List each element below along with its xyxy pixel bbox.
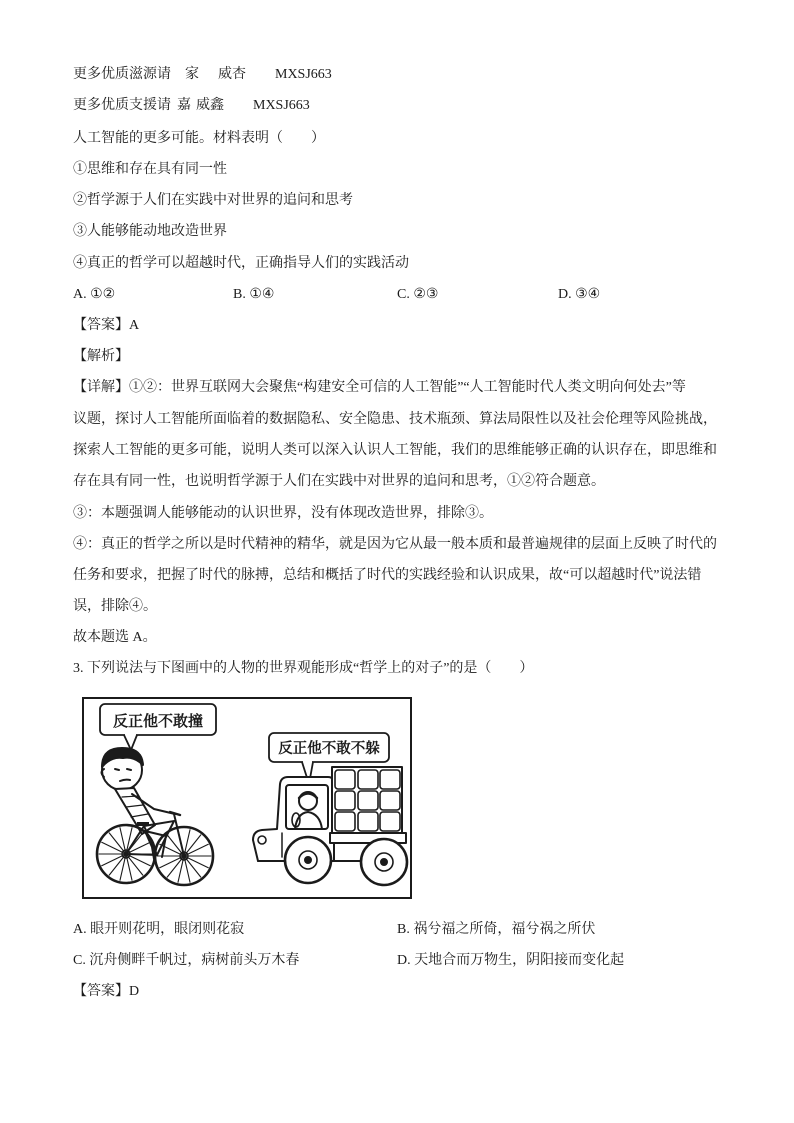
watermark-text: 家 xyxy=(185,67,199,82)
q3-option-d: D. 天地合而万物生，阴阳接而变化起 xyxy=(397,953,625,968)
q2-detail-line-2: 议题，探讨人工智能所面临着的数据隐私、安全隐患、技术瓶颈、算法局限性以及社会伦理等风险挑战， xyxy=(73,412,717,427)
q2-point-4-line-1: ④：真正的哲学之所以是时代精神的精华，就是因为它从最一般本质和最普遍规律的层面上反映了时代的 xyxy=(73,537,717,552)
q2-statement-2: ②哲学源于人们在实践中对世界的追问和思考 xyxy=(73,193,353,208)
cyclist-eye xyxy=(127,769,131,770)
watermark-text: 更多优质滋源请 xyxy=(73,67,171,82)
q2-point-4-line-2: 任务和要求，把握了时代的脉搏，总结和概括了时代的实践经验和认识成果，故“可以超越时代”说法错 xyxy=(73,568,702,583)
watermark-text: 嘉 xyxy=(177,98,191,113)
q2-option-a: A. ①② xyxy=(73,287,116,302)
q2-statement-3: ③人能够能动地改造世界 xyxy=(73,224,227,239)
q3-stem: 3. 下列说法与下图画中的人物的世界观能形成“哲学上的对子”的是（ ） xyxy=(73,661,534,676)
q3-option-b: B. 祸兮福之所倚，福兮祸之所伏 xyxy=(397,922,596,937)
watermark-text: 威鑫 xyxy=(196,98,224,113)
watermark-text: 更多优质支援请 xyxy=(73,98,171,113)
q2-statement-4: ④真正的哲学可以超越时代，正确指导人们的实践活动 xyxy=(73,256,409,271)
q2-stem-tail: 人工智能的更多可能。材料表明（ ） xyxy=(73,131,325,146)
q2-analysis-title: 【解析】 xyxy=(73,349,129,364)
q3-option-c: C. 沉舟侧畔千帆过，病树前头万木春 xyxy=(73,953,300,968)
driver-speech-text: 反正他不敢不躲 xyxy=(278,741,380,757)
watermark-code: MXSJ663 xyxy=(275,67,332,82)
bicycle-seat xyxy=(137,822,149,826)
q2-detail-line-4: 存在具有同一性，也说明哲学源于人们在实践中对世界的追问和思考，①②符合题意。 xyxy=(73,474,605,489)
q2-option-d: D. ③④ xyxy=(558,287,601,302)
truck-cargo-frame xyxy=(332,767,402,833)
q2-conclusion: 故本题选 A。 xyxy=(73,630,157,645)
q2-option-c: C. ②③ xyxy=(397,287,439,302)
watermark-line-2 xyxy=(0,97,400,115)
cartoon-figure xyxy=(82,697,412,900)
q2-option-b: B. ①④ xyxy=(233,287,275,302)
q2-answer: 【答案】A xyxy=(73,318,140,333)
q3-answer: 【答案】D xyxy=(73,984,140,999)
watermark-text: 威杏 xyxy=(218,67,246,82)
q3-option-a: A. 眼开则花明，眼闭则花寂 xyxy=(73,922,245,937)
truck-front-hub xyxy=(305,857,311,863)
q2-point-4-line-3: 误，排除④。 xyxy=(73,599,157,614)
truck-rear-hub xyxy=(381,859,387,865)
q2-detail-line-3: 探索人工智能的更多可能，说明人类可以深入认识人工智能，我们的思维能够正确的认识存在，即思维和 xyxy=(73,443,717,458)
q2-detail-line-1: 【详解】①②：世界互联网大会聚焦“构建安全可信的人工智能”“人工智能时代人类文明向何处去”等 xyxy=(73,380,686,395)
watermark-code: MXSJ663 xyxy=(253,98,310,113)
watermark-line-1 xyxy=(0,66,400,84)
q2-point-3: ③：本题强调人能够能动的认识世界，没有体现改造世界，排除③。 xyxy=(73,506,493,521)
rider-speech-text: 反正他不敢撞 xyxy=(112,712,204,730)
q2-statement-1: ①思维和存在具有同一性 xyxy=(73,162,227,177)
cyclist-eye xyxy=(115,769,119,770)
